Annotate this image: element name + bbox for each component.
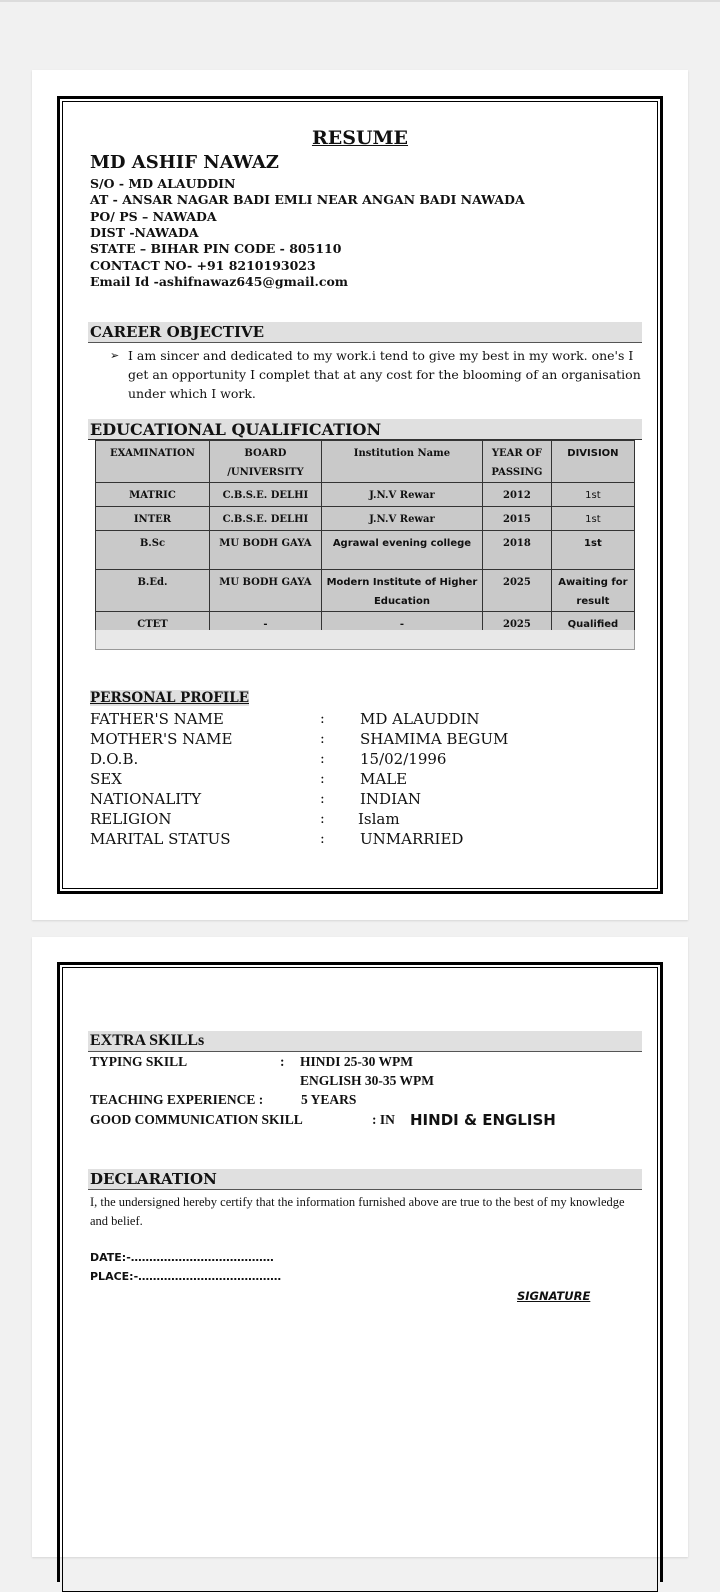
date-field: DATE:-………………………………… [90, 1251, 274, 1264]
bullet-arrow-icon: ➢ [110, 349, 120, 362]
table-footer-strip [95, 630, 635, 650]
cell-division: 1st [551, 507, 634, 531]
label-mother: MOTHER'S NAME [90, 730, 233, 748]
cell-division: 1st [551, 531, 634, 570]
value-nationality: INDIAN [360, 790, 421, 808]
label-sex: SEX [90, 770, 122, 788]
cell-board: MU BODH GAYA [209, 570, 321, 612]
career-objective-heading: CAREER OBJECTIVE [90, 323, 265, 341]
table-row [96, 507, 635, 531]
typing-english: ENGLISH 30-35 WPM [300, 1073, 435, 1088]
address-line-dist: DIST -NAWADA [90, 225, 199, 240]
signature-label: SIGNATURE [517, 1289, 591, 1303]
header-examination: EXAMINATION [96, 441, 210, 483]
cell-board: MU BODH GAYA [209, 531, 321, 570]
declaration-text: I, the undersigned hereby certify that the information furnished above are true to the best of my knowledge and belief. [90, 1195, 625, 1228]
communication-skill-label: GOOD COMMUNICATION SKILL [90, 1112, 303, 1127]
value-dob: 15/02/1996 [360, 750, 447, 768]
colon: : [320, 711, 325, 727]
objective-paragraph: I am sincer and dedicated to my work.i tend to give my best in my work. one's I get an opportunity I complet that at any cost for the blooming of an organisation under which I work. [128, 348, 641, 401]
label-dob: D.O.B. [90, 750, 139, 768]
cell-year: 2025 [483, 612, 552, 635]
communication-prefix: : IN [372, 1112, 395, 1127]
cell-year: 2012 [483, 483, 552, 507]
value-religion: Islam [358, 810, 400, 828]
viewer-top-border [0, 0, 720, 2]
place-field: PLACE:-………………………………… [90, 1270, 282, 1283]
personal-profile-heading: PERSONAL PROFILE [90, 690, 249, 706]
table-header-row [96, 441, 635, 483]
cell-year: 2025 [483, 570, 552, 612]
colon: : [320, 731, 325, 747]
label-nationality: NATIONALITY [90, 790, 202, 808]
header-board: BOARD /UNIVERSITY [209, 441, 321, 483]
career-objective-text [110, 346, 642, 403]
education-table [95, 440, 635, 635]
address-line-so: S/O - MD ALAUDDIN [90, 176, 236, 191]
cell-exam: B.Ed. [96, 570, 210, 612]
contact-number: CONTACT NO- +91 8210193023 [90, 258, 316, 273]
colon: : [320, 831, 325, 847]
colon: : [320, 751, 325, 767]
document-page-1[interactable] [32, 70, 688, 920]
address-line-at: AT - ANSAR NAGAR BADI EMLI NEAR ANGAN BADI NAWADA [90, 192, 525, 207]
colon: : [320, 771, 325, 787]
value-father: MD ALAUDDIN [360, 710, 480, 728]
value-marital-status: UNMARRIED [360, 830, 464, 848]
label-marital-status: MARITAL STATUS [90, 830, 231, 848]
teaching-experience-label: TEACHING EXPERIENCE : [90, 1092, 264, 1107]
cell-board: - [209, 612, 321, 635]
typing-colon: : [280, 1054, 285, 1069]
value-mother: SHAMIMA BEGUM [360, 730, 509, 748]
header-year: YEAR OF PASSING [483, 441, 552, 483]
cell-division: Qualified [551, 612, 634, 635]
cell-exam: CTET [96, 612, 210, 635]
cell-institution: - [321, 612, 482, 635]
typing-skill-label: TYPING SKILL [90, 1054, 188, 1069]
table-row [96, 531, 635, 570]
resume-title: RESUME [311, 127, 409, 149]
teaching-experience-value: 5 YEARS [301, 1092, 357, 1107]
cell-exam: INTER [96, 507, 210, 531]
address-line-po: PO/ PS – NAWADA [90, 209, 217, 224]
cell-board: C.B.S.E. DELHI [209, 483, 321, 507]
cell-institution: J.N.V Rewar [321, 507, 482, 531]
cell-institution: Modern Institute of Higher Education [321, 570, 482, 612]
address-line-state: STATE – BIHAR PIN CODE - 805110 [90, 241, 342, 256]
colon: : [320, 791, 325, 807]
cell-board: C.B.S.E. DELHI [209, 507, 321, 531]
colon: : [320, 811, 325, 827]
cell-institution: Agrawal evening college [321, 531, 482, 570]
typing-hindi: HINDI 25-30 WPM [300, 1054, 413, 1069]
cell-institution: J.N.V Rewar [321, 483, 482, 507]
cell-division: Awaiting for result [551, 570, 634, 612]
communication-languages: HINDI & ENGLISH [410, 1111, 556, 1129]
header-division: DIVISION [551, 441, 634, 483]
cell-year: 2018 [483, 531, 552, 570]
candidate-name: MD ASHIF NAWAZ [90, 152, 279, 173]
document-page-2[interactable] [32, 937, 688, 1557]
email-id: Email Id -ashifnawaz645@gmail.com [90, 274, 349, 289]
extra-skills-heading: EXTRA SKILLs [90, 1032, 205, 1049]
table-row [96, 570, 635, 612]
cell-exam: MATRIC [96, 483, 210, 507]
education-heading: EDUCATIONAL QUALIFICATION [90, 420, 382, 439]
cell-exam: B.Sc [96, 531, 210, 570]
declaration-heading: DECLARATION [90, 1170, 217, 1188]
label-religion: RELIGION [90, 810, 172, 828]
label-father: FATHER'S NAME [90, 710, 224, 728]
table-row [96, 483, 635, 507]
cell-year: 2015 [483, 507, 552, 531]
value-sex: MALE [360, 770, 408, 788]
cell-division: 1st [551, 483, 634, 507]
header-institution: Institution Name [321, 441, 482, 483]
